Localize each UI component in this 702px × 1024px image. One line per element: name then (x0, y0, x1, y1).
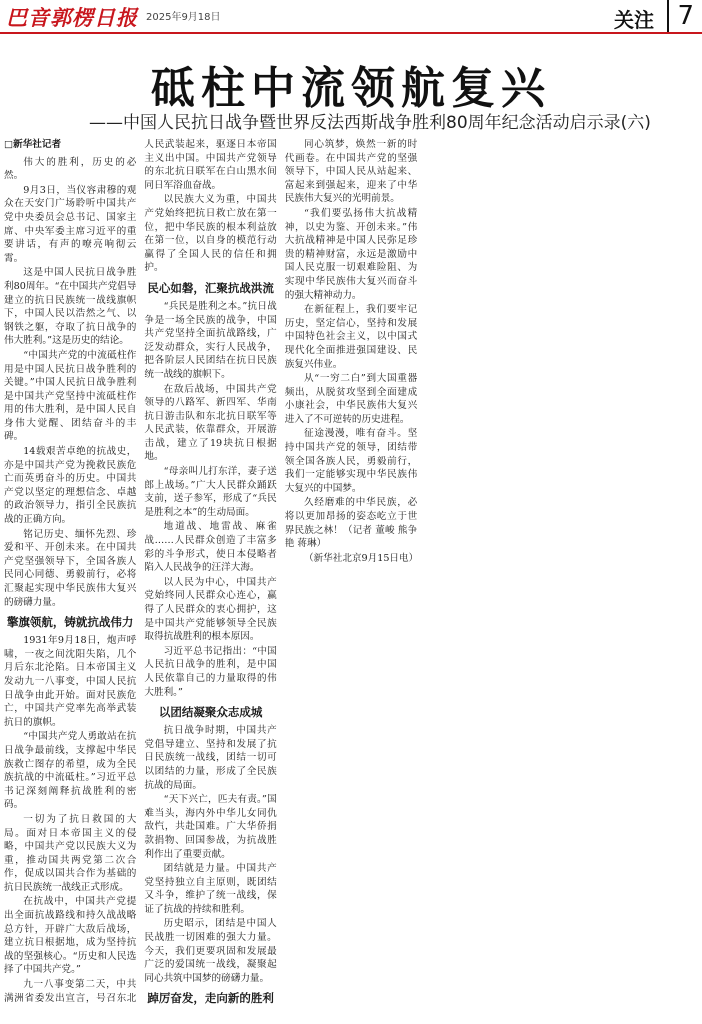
article-paragraph: 征途漫漫，唯有奋斗。坚持中国共产党的领导，团结带领全国各族人民，勇毅前行，我们一定能够实现中华民族伟大复兴的中国梦。 (284, 428, 418, 494)
article-paragraph: “兵民是胜利之本。”抗日战争是一场全民族的战争，中国共产党坚持全面抗战路线，广泛发动群众，实行人民战争，把各阶层人民团结在抗日民族统一战线的旗帜下。 (144, 300, 277, 380)
article-paragraph: 这是中国人民抗日战争胜利80周年。“在中国共产党倡导建立的抗日民族统一战线旗帜下，中国人民以浩然之气、以钢铁之躯，夺取了抗日战争的伟大胜利。”这是历史的结论。 (4, 267, 137, 347)
article-paragraph: “天下兴亡，匹夫有责。”国难当头，海内外中华儿女同仇敌忾，共赴国难。广大华侨捐款捐物、回国参战，为抗战胜利作出了重要贡献。 (144, 794, 277, 860)
article-paragraph: 伟大的胜利，历史的必然。 (4, 156, 137, 182)
article-paragraph: 在敌后战场，中国共产党领导的八路军、新四军、华南抗日游击队和东北抗日联军等人民武装，依靠群众，开展游击战，建立了19块抗日根据地。 (144, 383, 277, 463)
article-paragraph: 以民族大义为重，中国共产党始终把抗日救亡放在第一位，把中华民族的根本利益放在第一位，以自身的模范行动赢得了全国人民的信任和拥护。 (144, 194, 277, 274)
article-paragraph: 1931年9月18日，炮声呼啸，一夜之间沈阳失陷，几个月后东北沦陷。日本帝国主义发动九一八事变，中国人民抗日战争由此开始。面对民族危亡，中国共产党率先高举武装抗日的旗帜。 (4, 635, 137, 728)
article-headline: 砥柱中流领航复兴 (151, 63, 551, 114)
article-paragraph: 习近平总书记指出：“中国人民抗日战争的胜利，是中国人民依靠自己的力量取得的伟大胜利。” (144, 645, 277, 698)
article-paragraph: “我们要弘扬伟大抗战精神，以史为鉴、开创未来。”伟大抗战精神是中国人民弥足珍贵的精神财富，永远是激励中国人民克服一切艰难险阻、为实现中华民族伟大复兴而奋斗的强大精神动力。 (284, 207, 418, 301)
article-paragraph: 从“一穷二白”到大国重器频出，从脱贫攻坚到全面建成小康社会，中华民族伟大复兴进入了不可逆转的历史进程。 (284, 373, 418, 425)
article-paragraph: 历史昭示，团结是中国人民战胜一切困难的强大力量。今天，我们更要巩固和发展最广泛的爱国统一战线，凝聚起同心共筑中国梦的磅礴力量。 (144, 918, 277, 984)
article-paragraph: 团结就是力量。中国共产党坚持独立自主原则，既团结又斗争，维护了统一战线，保证了抗战的持续和胜利。 (144, 863, 277, 915)
article-paragraph: “中国共产党的中流砥柱作用是中国人民抗日战争胜利的关键。”中国人民抗日战争胜利是中国共产党坚持中流砥柱作用的伟大胜利，是中国人民自身伟大觉醒、团结奋斗的丰碑。 (4, 349, 137, 443)
section-heading: 民心如磐，汇聚抗战洪流 (147, 280, 274, 295)
article-paragraph: 抗日战争时期，中国共产党倡导建立、坚持和发展了抗日民族统一战线，团结一切可以团结的力量，形成了全民族抗战的局面。 (144, 725, 277, 791)
newspaper-masthead: 巴音郭楞日报 (6, 6, 138, 30)
article-paragraph: 久经磨难的中华民族，必将以更加昂扬的姿态屹立于世界民族之林！（记者 董峻 熊争艳 蒋琳） (284, 497, 418, 550)
article-paragraph: 九一八事变第二天，中共满洲省委发出宣言，号召东北人民武装起来，驱逐日本帝国主义出中国。中国共产党领导的东北抗日联军在白山黑水间同日军浴血奋战。 (4, 139, 277, 1004)
article-subheadline: ——中国人民抗日战争暨世界反法西斯战争胜利80周年纪念活动启示录(六) (89, 113, 651, 133)
section-heading: 踔厉奋发，走向新的胜利 (147, 991, 274, 1006)
article-byline: □新华社记者 (4, 139, 62, 150)
article-paragraph: 在新征程上，我们要牢记历史，坚定信心，坚持和发展中国特色社会主义，以中国式现代化全面推进强国建设、民族复兴伟业。 (284, 304, 418, 370)
article-paragraph: 一切为了抗日救国的大局。面对日本帝国主义的侵略，中国共产党以民族大义为重，推动国共两党第二次合作，促成以国共合作为基础的抗日民族统一战线正式形成。 (4, 813, 137, 893)
article-paragraph: 14载艰苦卓绝的抗战史，亦是中国共产党为挽救民族危亡而英勇奋斗的历史。中国共产党以坚定的理想信念、卓越的政治领导力，指引全民族抗战的正确方向。 (4, 446, 137, 526)
article-paragraph: 以人民为中心，中国共产党始终同人民群众心连心，赢得了人民群众的衷心拥护，这是中国共产党能够领导全民族取得抗战胜利的根本原因。 (144, 576, 277, 643)
page-header (0, 0, 702, 34)
section-label: 关注 (614, 8, 654, 32)
issue-date: 2025年9月18日 (146, 12, 221, 23)
article-body (4, 138, 698, 1018)
page-number: 7 (667, 0, 694, 32)
article-paragraph: 9月3日，当仪容肃穆的观众在天安门广场聆听中国共产党中央委员会总书记、国家主席、中央军委主席习近平的重要讲话，有声的嘹亮响彻云霄。 (4, 184, 137, 264)
article-paragraph: （新华社北京9月15日电） (303, 552, 419, 564)
article-paragraph: “母亲叫儿打东洋，妻子送郎上战场。”广大人民群众踊跃支前，送子参军，形成了“兵民是胜利之本”的生动局面。 (144, 466, 277, 518)
section-heading: 擎旗领航，铸就抗战伟力 (6, 615, 134, 630)
article-paragraph: “中国共产党人勇敢站在抗日战争最前线，支撑起中华民族救亡图存的希望，成为全民族抗战的中流砥柱。”习近平总书记深刻阐释抗战胜利的密码。 (4, 731, 137, 811)
article-paragraph: 铭记历史、缅怀先烈、珍爱和平、开创未来。在中国共产党坚强领导下，全国各族人民同心同德、勇毅前行，必将汇聚起实现中华民族伟大复兴的磅礴力量。 (4, 528, 137, 608)
section-heading: 以团结凝聚众志成城 (158, 705, 263, 720)
article-paragraph: 在抗战中，中国共产党提出全面抗战路线和持久战战略总方针，开辟广大敌后战场，建立抗日根据地，成为坚持抗战的坚强核心。“历史和人民选择了中国共产党。” (4, 896, 137, 976)
article-paragraph: 地道战、地雷战、麻雀战……人民群众创造了丰富多彩的斗争形式，使日本侵略者陷入人民战争的汪洋大海。 (144, 521, 277, 574)
article-paragraph: 同心筑梦，焕然一新的时代画卷。在中国共产党的坚强领导下，中国人民从站起来、富起来到强起来，迎来了中华民族伟大复兴的光明前景。 (284, 139, 418, 205)
